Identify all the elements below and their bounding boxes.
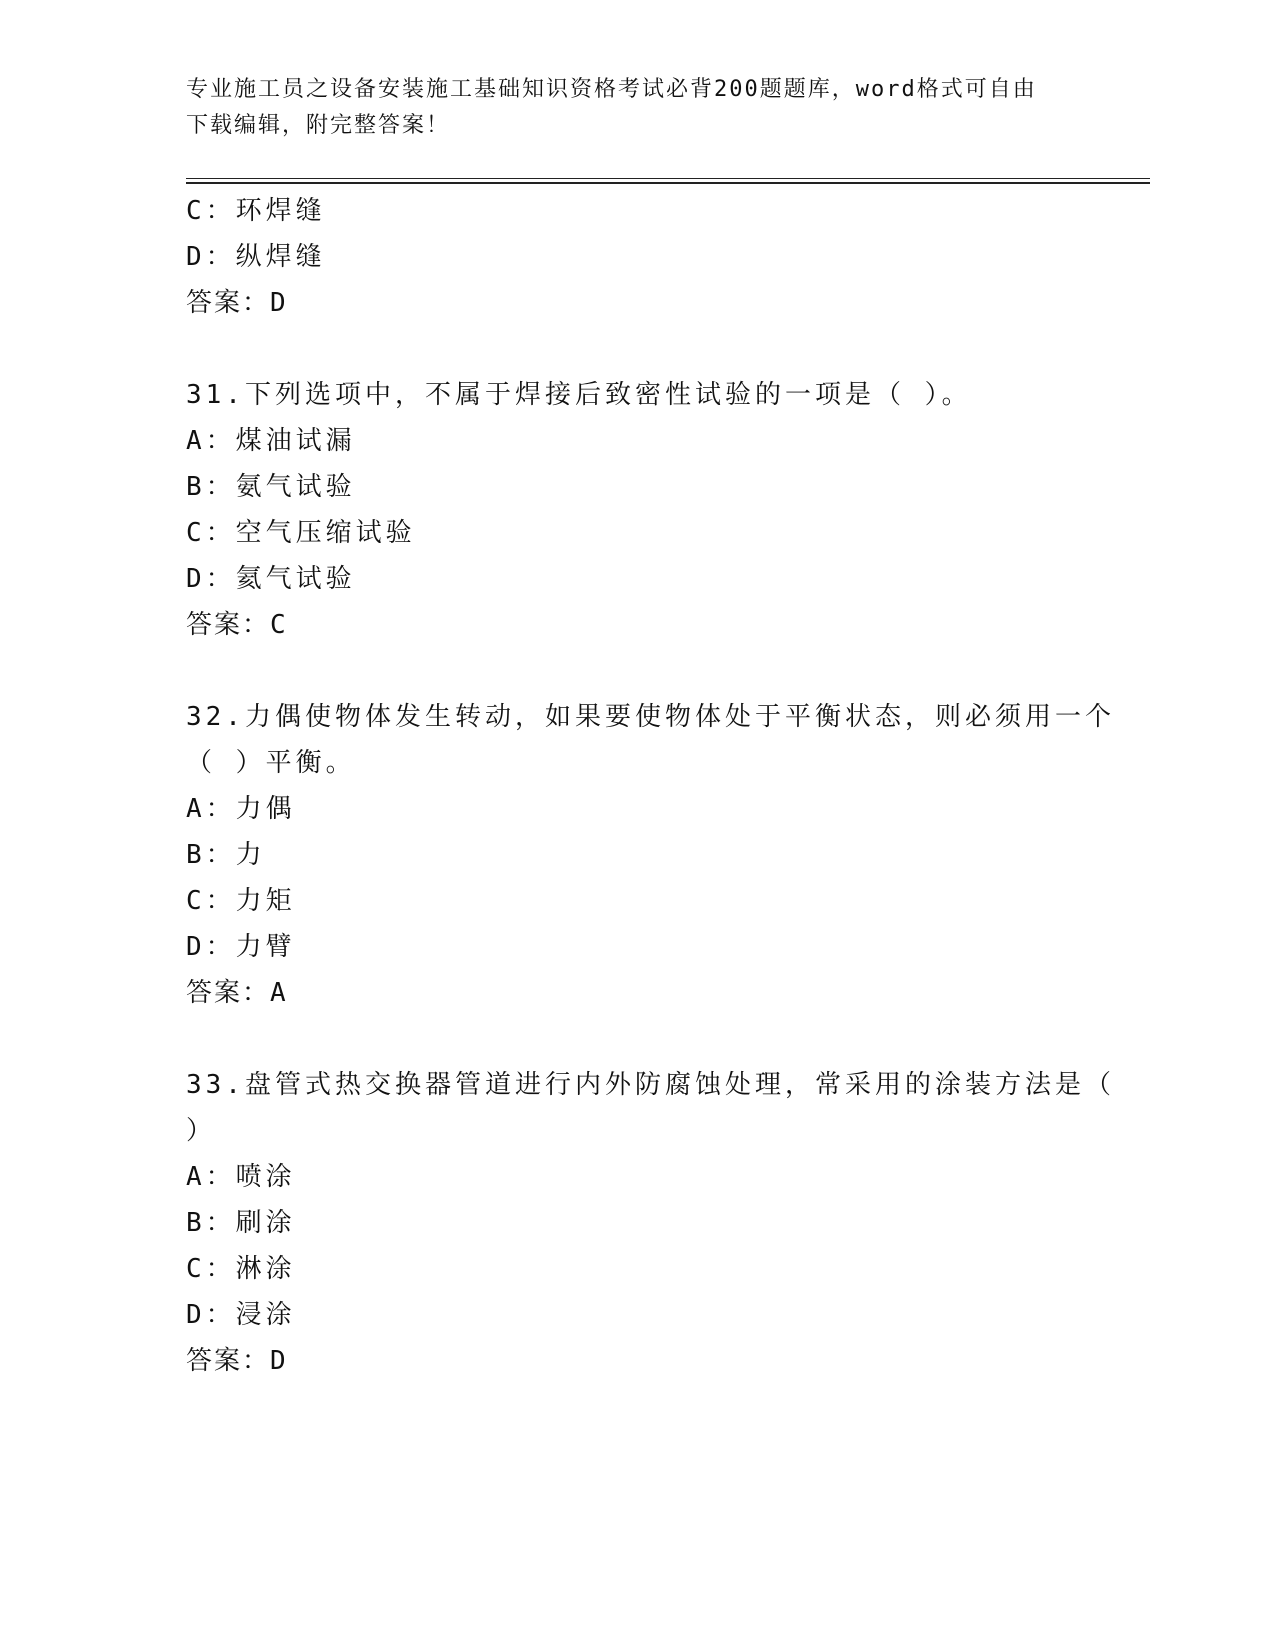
- option-d: D：氦气试验: [186, 564, 356, 594]
- question-stem-line1: 32.力偶使物体发生转动，如果要使物体处于平衡状态，则必须用一个: [186, 702, 1115, 732]
- question-stem-line2: （ ）平衡。: [186, 748, 356, 778]
- option-a: A：煤油试漏: [186, 426, 356, 456]
- option-d: D：浸涂: [186, 1300, 296, 1330]
- question-stem-line1: 33.盘管式热交换器管道进行内外防腐蚀处理，常采用的涂装方法是（: [186, 1070, 1115, 1100]
- spacer: [186, 1016, 1086, 1062]
- spacer: [186, 326, 1086, 372]
- header-title-line1: 专业施工员之设备安装施工基础知识资格考试必背200题题库，word格式可自由: [186, 77, 1037, 102]
- option-a: A：喷涂: [186, 1162, 296, 1192]
- option-d: D：力臂: [186, 932, 296, 962]
- option-c: C：力矩: [186, 886, 296, 916]
- answer-line: 答案：D: [186, 288, 288, 318]
- header-title-line2: 下载编辑，附完整答案！: [186, 113, 451, 138]
- spacer: [186, 648, 1086, 694]
- option-c: C：环焊缝: [186, 196, 326, 226]
- answer-line: 答案：C: [186, 610, 288, 640]
- question-stem-line2: ）: [186, 1116, 217, 1146]
- option-c: C：淋涂: [186, 1254, 296, 1284]
- question-stem: 31.下列选项中，不属于焊接后致密性试验的一项是（ ）。: [186, 380, 972, 410]
- document-header: [186, 72, 1076, 144]
- option-b: B：氨气试验: [186, 472, 356, 502]
- option-c: C：空气压缩试验: [186, 518, 416, 548]
- answer-line: 答案：A: [186, 978, 288, 1008]
- answer-line: 答案：D: [186, 1346, 288, 1376]
- option-b: B：刷涂: [186, 1208, 296, 1238]
- option-d: D：纵焊缝: [186, 242, 326, 272]
- header-divider-thick: [186, 182, 1150, 184]
- option-b: B：力: [186, 840, 266, 870]
- header-divider-thin: [186, 178, 1150, 179]
- question-content: [186, 188, 1115, 1384]
- option-a: A：力偶: [186, 794, 296, 824]
